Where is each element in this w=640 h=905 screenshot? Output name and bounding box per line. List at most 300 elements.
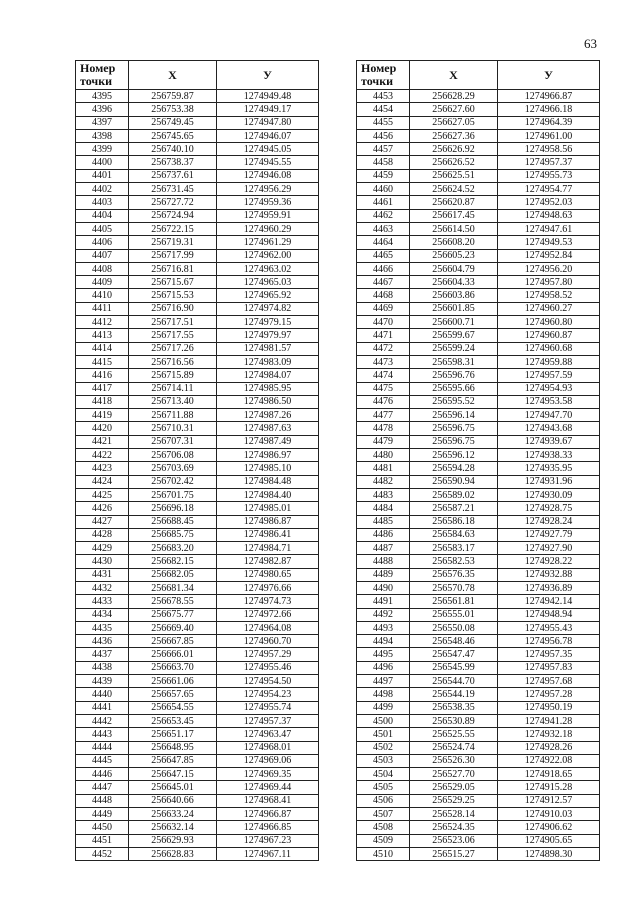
point-number-cell: 4503 — [357, 754, 410, 767]
point-number-cell: 4400 — [76, 156, 129, 169]
x-coordinate-cell: 256715.67 — [129, 276, 217, 289]
y-coordinate-cell: 1274986.50 — [217, 395, 319, 408]
y-coordinate-cell: 1274968.41 — [217, 794, 319, 807]
table-row — [76, 276, 319, 289]
y-coordinate-cell: 1274969.06 — [217, 754, 319, 767]
table-row — [76, 143, 319, 156]
y-coordinate-cell: 1274987.63 — [217, 422, 319, 435]
y-coordinate-cell: 1274948.63 — [498, 209, 600, 222]
y-coordinate-cell: 1274979.15 — [217, 316, 319, 329]
table-row — [76, 156, 319, 169]
y-coordinate-cell: 1274967.23 — [217, 834, 319, 847]
y-coordinate-cell: 1274912.57 — [498, 794, 600, 807]
y-coordinate-cell: 1274918.65 — [498, 768, 600, 781]
x-coordinate-cell: 256696.18 — [129, 502, 217, 515]
x-coordinate-cell: 256710.31 — [129, 422, 217, 435]
x-coordinate-cell: 256596.75 — [410, 435, 498, 448]
x-coordinate-cell: 256678.55 — [129, 595, 217, 608]
y-coordinate-cell: 1274922.08 — [498, 754, 600, 767]
point-number-cell: 4462 — [357, 209, 410, 222]
table-row — [357, 714, 600, 727]
y-coordinate-cell: 1274928.26 — [498, 741, 600, 754]
table-row — [76, 741, 319, 754]
point-number-cell: 4408 — [76, 262, 129, 275]
point-number-cell: 4450 — [76, 821, 129, 834]
x-coordinate-cell: 256603.86 — [410, 289, 498, 302]
column-header-x: Х — [129, 61, 217, 90]
table-row — [357, 342, 600, 355]
point-number-cell: 4421 — [76, 435, 129, 448]
x-coordinate-cell: 256601.85 — [410, 302, 498, 315]
x-coordinate-cell: 256617.45 — [410, 209, 498, 222]
table-row — [76, 475, 319, 488]
y-coordinate-cell: 1274963.02 — [217, 262, 319, 275]
point-number-cell: 4509 — [357, 834, 410, 847]
y-coordinate-cell: 1274974.73 — [217, 595, 319, 608]
y-coordinate-cell: 1274957.80 — [498, 276, 600, 289]
x-coordinate-cell: 256544.19 — [410, 688, 498, 701]
x-coordinate-cell: 256715.53 — [129, 289, 217, 302]
point-number-cell: 4472 — [357, 342, 410, 355]
table-row — [76, 528, 319, 541]
table-row — [357, 222, 600, 235]
y-coordinate-cell: 1274976.66 — [217, 581, 319, 594]
y-coordinate-cell: 1274972.66 — [217, 608, 319, 621]
y-coordinate-cell: 1274952.84 — [498, 249, 600, 262]
x-coordinate-cell: 256727.72 — [129, 196, 217, 209]
column-header-y: У — [217, 61, 319, 90]
point-number-cell: 4430 — [76, 555, 129, 568]
x-coordinate-cell: 256724.94 — [129, 209, 217, 222]
table-row — [357, 422, 600, 435]
x-coordinate-cell: 256731.45 — [129, 183, 217, 196]
x-coordinate-cell: 256526.30 — [410, 754, 498, 767]
y-coordinate-cell: 1274959.91 — [217, 209, 319, 222]
point-number-cell: 4470 — [357, 316, 410, 329]
point-number-cell: 4501 — [357, 728, 410, 741]
y-coordinate-cell: 1274960.68 — [498, 342, 600, 355]
table-row — [357, 741, 600, 754]
table-row — [357, 502, 600, 515]
table-row — [76, 409, 319, 422]
table-row — [76, 834, 319, 847]
x-coordinate-cell: 256645.01 — [129, 781, 217, 794]
point-number-cell: 4411 — [76, 302, 129, 315]
y-coordinate-cell: 1274946.07 — [217, 129, 319, 142]
point-number-cell: 4431 — [76, 568, 129, 581]
x-coordinate-cell: 256703.69 — [129, 462, 217, 475]
y-coordinate-cell: 1274960.87 — [498, 329, 600, 342]
table-row — [357, 183, 600, 196]
x-coordinate-cell: 256719.31 — [129, 236, 217, 249]
y-coordinate-cell: 1274985.95 — [217, 382, 319, 395]
point-number-cell: 4446 — [76, 768, 129, 781]
y-coordinate-cell: 1274954.50 — [217, 675, 319, 688]
y-coordinate-cell: 1274939.67 — [498, 435, 600, 448]
point-number-cell: 4475 — [357, 382, 410, 395]
point-number-cell: 4407 — [76, 249, 129, 262]
table-row — [357, 515, 600, 528]
x-coordinate-cell: 256737.61 — [129, 169, 217, 182]
x-coordinate-cell: 256647.85 — [129, 754, 217, 767]
x-coordinate-cell: 256530.89 — [410, 714, 498, 727]
y-coordinate-cell: 1274961.00 — [498, 129, 600, 142]
table-row — [357, 488, 600, 501]
point-number-cell: 4486 — [357, 528, 410, 541]
y-coordinate-cell: 1274898.30 — [498, 847, 600, 860]
point-number-cell: 4485 — [357, 515, 410, 528]
y-coordinate-cell: 1274910.03 — [498, 808, 600, 821]
x-coordinate-cell: 256626.92 — [410, 143, 498, 156]
point-number-cell: 4473 — [357, 355, 410, 368]
y-coordinate-cell: 1274955.74 — [217, 701, 319, 714]
point-number-cell: 4493 — [357, 621, 410, 634]
table-row — [357, 276, 600, 289]
point-number-cell: 4500 — [357, 714, 410, 727]
x-coordinate-cell: 256661.06 — [129, 675, 217, 688]
table-row — [357, 103, 600, 116]
point-number-cell: 4488 — [357, 555, 410, 568]
y-coordinate-cell: 1274952.03 — [498, 196, 600, 209]
table-row — [357, 555, 600, 568]
y-coordinate-cell: 1274960.70 — [217, 635, 319, 648]
point-number-cell: 4427 — [76, 515, 129, 528]
table-row — [76, 262, 319, 275]
table-row — [76, 236, 319, 249]
point-number-cell: 4429 — [76, 542, 129, 555]
point-number-cell: 4507 — [357, 808, 410, 821]
table-row — [76, 103, 319, 116]
x-coordinate-cell: 256596.76 — [410, 369, 498, 382]
x-coordinate-cell: 256538.35 — [410, 701, 498, 714]
coordinates-table-left — [75, 60, 319, 861]
table-row — [357, 581, 600, 594]
column-header-y: У — [498, 61, 600, 90]
x-coordinate-cell: 256653.45 — [129, 714, 217, 727]
point-number-cell: 4443 — [76, 728, 129, 741]
y-coordinate-cell: 1274946.08 — [217, 169, 319, 182]
y-coordinate-cell: 1274906.62 — [498, 821, 600, 834]
point-number-cell: 4428 — [76, 528, 129, 541]
table-row — [76, 595, 319, 608]
x-coordinate-cell: 256667.85 — [129, 635, 217, 648]
y-coordinate-cell: 1274943.68 — [498, 422, 600, 435]
y-coordinate-cell: 1274964.39 — [498, 116, 600, 129]
point-number-cell: 4404 — [76, 209, 129, 222]
y-coordinate-cell: 1274961.29 — [217, 236, 319, 249]
table-row — [76, 555, 319, 568]
point-number-cell: 4481 — [357, 462, 410, 475]
point-number-cell: 4490 — [357, 581, 410, 594]
point-number-cell: 4471 — [357, 329, 410, 342]
table-row — [357, 661, 600, 674]
point-number-cell: 4445 — [76, 754, 129, 767]
y-coordinate-cell: 1274928.22 — [498, 555, 600, 568]
x-coordinate-cell: 256587.21 — [410, 502, 498, 515]
table-row — [76, 488, 319, 501]
x-coordinate-cell: 256717.51 — [129, 316, 217, 329]
x-coordinate-cell: 256640.66 — [129, 794, 217, 807]
x-coordinate-cell: 256740.10 — [129, 143, 217, 156]
table-row — [76, 183, 319, 196]
x-coordinate-cell: 256594.28 — [410, 462, 498, 475]
y-coordinate-cell: 1274935.95 — [498, 462, 600, 475]
table-row — [357, 621, 600, 634]
x-coordinate-cell: 256529.25 — [410, 794, 498, 807]
y-coordinate-cell: 1274984.07 — [217, 369, 319, 382]
table-row — [357, 143, 600, 156]
x-coordinate-cell: 256717.55 — [129, 329, 217, 342]
y-coordinate-cell: 1274957.37 — [217, 714, 319, 727]
table-row — [76, 821, 319, 834]
x-coordinate-cell: 256576.35 — [410, 568, 498, 581]
point-number-cell: 4413 — [76, 329, 129, 342]
table-row — [357, 382, 600, 395]
point-number-cell: 4412 — [76, 316, 129, 329]
table-row — [357, 754, 600, 767]
point-number-cell: 4465 — [357, 249, 410, 262]
x-coordinate-cell: 256716.81 — [129, 262, 217, 275]
point-number-cell: 4451 — [76, 834, 129, 847]
y-coordinate-cell: 1274957.68 — [498, 675, 600, 688]
x-coordinate-cell: 256599.24 — [410, 342, 498, 355]
x-coordinate-cell: 256583.17 — [410, 542, 498, 555]
y-coordinate-cell: 1274987.26 — [217, 409, 319, 422]
x-coordinate-cell: 256545.99 — [410, 661, 498, 674]
table-row — [76, 808, 319, 821]
point-number-cell: 4396 — [76, 103, 129, 116]
y-coordinate-cell: 1274967.11 — [217, 847, 319, 860]
table-row — [76, 768, 319, 781]
point-number-cell: 4477 — [357, 409, 410, 422]
point-number-cell: 4448 — [76, 794, 129, 807]
y-coordinate-cell: 1274966.87 — [498, 90, 600, 103]
y-coordinate-cell: 1274927.90 — [498, 542, 600, 555]
y-coordinate-cell: 1274915.28 — [498, 781, 600, 794]
table-body-left — [76, 90, 319, 861]
point-number-cell: 4439 — [76, 675, 129, 688]
table-row — [76, 422, 319, 435]
x-coordinate-cell: 256547.47 — [410, 648, 498, 661]
y-coordinate-cell: 1274987.49 — [217, 435, 319, 448]
y-coordinate-cell: 1274984.48 — [217, 475, 319, 488]
y-coordinate-cell: 1274948.94 — [498, 608, 600, 621]
x-coordinate-cell: 256628.83 — [129, 847, 217, 860]
x-coordinate-cell: 256713.40 — [129, 395, 217, 408]
y-coordinate-cell: 1274957.37 — [498, 156, 600, 169]
table-row — [357, 688, 600, 701]
point-number-cell: 4418 — [76, 395, 129, 408]
point-number-cell: 4424 — [76, 475, 129, 488]
point-number-cell: 4426 — [76, 502, 129, 515]
x-coordinate-cell: 256717.26 — [129, 342, 217, 355]
point-number-cell: 4482 — [357, 475, 410, 488]
table-row — [76, 688, 319, 701]
y-coordinate-cell: 1274966.85 — [217, 821, 319, 834]
x-coordinate-cell: 256759.87 — [129, 90, 217, 103]
point-number-cell: 4457 — [357, 143, 410, 156]
x-coordinate-cell: 256632.14 — [129, 821, 217, 834]
point-number-cell: 4433 — [76, 595, 129, 608]
x-coordinate-cell: 256596.14 — [410, 409, 498, 422]
y-coordinate-cell: 1274930.09 — [498, 488, 600, 501]
point-number-cell: 4416 — [76, 369, 129, 382]
point-number-cell: 4441 — [76, 701, 129, 714]
point-number-cell: 4468 — [357, 289, 410, 302]
table-row — [76, 581, 319, 594]
point-number-cell: 4410 — [76, 289, 129, 302]
point-number-cell: 4489 — [357, 568, 410, 581]
point-number-cell: 4494 — [357, 635, 410, 648]
point-number-cell: 4487 — [357, 542, 410, 555]
table-row — [357, 395, 600, 408]
x-coordinate-cell: 256666.01 — [129, 648, 217, 661]
x-coordinate-cell: 256753.38 — [129, 103, 217, 116]
point-number-cell: 4498 — [357, 688, 410, 701]
table-row — [357, 834, 600, 847]
y-coordinate-cell: 1274981.57 — [217, 342, 319, 355]
table-row — [357, 768, 600, 781]
point-number-cell: 4440 — [76, 688, 129, 701]
table-row — [357, 728, 600, 741]
table-row — [76, 116, 319, 129]
table-row — [357, 847, 600, 860]
x-coordinate-cell: 256524.74 — [410, 741, 498, 754]
point-number-cell: 4447 — [76, 781, 129, 794]
point-number-cell: 4463 — [357, 222, 410, 235]
table-row — [76, 222, 319, 235]
point-number-cell: 4483 — [357, 488, 410, 501]
y-coordinate-cell: 1274965.03 — [217, 276, 319, 289]
point-number-cell: 4420 — [76, 422, 129, 435]
table-row — [76, 648, 319, 661]
y-coordinate-cell: 1274986.41 — [217, 528, 319, 541]
y-coordinate-cell: 1274959.88 — [498, 355, 600, 368]
x-coordinate-cell: 256647.15 — [129, 768, 217, 781]
x-coordinate-cell: 256596.12 — [410, 449, 498, 462]
x-coordinate-cell: 256688.45 — [129, 515, 217, 528]
y-coordinate-cell: 1274949.17 — [217, 103, 319, 116]
y-coordinate-cell: 1274980.65 — [217, 568, 319, 581]
point-number-cell: 4469 — [357, 302, 410, 315]
table-row — [76, 754, 319, 767]
y-coordinate-cell: 1274968.01 — [217, 741, 319, 754]
x-coordinate-cell: 256624.52 — [410, 183, 498, 196]
x-coordinate-cell: 256628.29 — [410, 90, 498, 103]
column-header-point-number: Номер точки — [357, 61, 410, 90]
y-coordinate-cell: 1274945.05 — [217, 143, 319, 156]
table-row — [76, 542, 319, 555]
x-coordinate-cell: 256669.40 — [129, 621, 217, 634]
x-coordinate-cell: 256654.55 — [129, 701, 217, 714]
y-coordinate-cell: 1274947.80 — [217, 116, 319, 129]
x-coordinate-cell: 256626.52 — [410, 156, 498, 169]
point-number-cell: 4434 — [76, 608, 129, 621]
point-number-cell: 4484 — [357, 502, 410, 515]
table-row — [357, 409, 600, 422]
table-row — [76, 568, 319, 581]
table-row — [76, 435, 319, 448]
point-number-cell: 4504 — [357, 768, 410, 781]
table-row — [357, 595, 600, 608]
y-coordinate-cell: 1274966.18 — [498, 103, 600, 116]
y-coordinate-cell: 1274959.36 — [217, 196, 319, 209]
x-coordinate-cell: 256648.95 — [129, 741, 217, 754]
point-number-cell: 4510 — [357, 847, 410, 860]
x-coordinate-cell: 256701.75 — [129, 488, 217, 501]
x-coordinate-cell: 256595.66 — [410, 382, 498, 395]
y-coordinate-cell: 1274960.29 — [217, 222, 319, 235]
point-number-cell: 4415 — [76, 355, 129, 368]
x-coordinate-cell: 256515.27 — [410, 847, 498, 860]
x-coordinate-cell: 256716.90 — [129, 302, 217, 315]
x-coordinate-cell: 256524.35 — [410, 821, 498, 834]
y-coordinate-cell: 1274953.58 — [498, 395, 600, 408]
x-coordinate-cell: 256749.45 — [129, 116, 217, 129]
x-coordinate-cell: 256745.65 — [129, 129, 217, 142]
x-coordinate-cell: 256627.60 — [410, 103, 498, 116]
point-number-cell: 4466 — [357, 262, 410, 275]
x-coordinate-cell: 256600.71 — [410, 316, 498, 329]
x-coordinate-cell: 256570.78 — [410, 581, 498, 594]
y-coordinate-cell: 1274927.79 — [498, 528, 600, 541]
point-number-cell: 4467 — [357, 276, 410, 289]
table-row — [76, 635, 319, 648]
table-row — [76, 342, 319, 355]
y-coordinate-cell: 1274955.43 — [498, 621, 600, 634]
x-coordinate-cell: 256595.52 — [410, 395, 498, 408]
x-coordinate-cell: 256717.99 — [129, 249, 217, 262]
y-coordinate-cell: 1274966.87 — [217, 808, 319, 821]
table-row — [357, 808, 600, 821]
y-coordinate-cell: 1274955.46 — [217, 661, 319, 674]
x-coordinate-cell: 256548.46 — [410, 635, 498, 648]
point-number-cell: 4495 — [357, 648, 410, 661]
x-coordinate-cell: 256550.08 — [410, 621, 498, 634]
table-row — [76, 316, 319, 329]
x-coordinate-cell: 256528.14 — [410, 808, 498, 821]
point-number-cell: 4453 — [357, 90, 410, 103]
x-coordinate-cell: 256523.06 — [410, 834, 498, 847]
x-coordinate-cell: 256651.17 — [129, 728, 217, 741]
point-number-cell: 4432 — [76, 581, 129, 594]
table-row — [357, 794, 600, 807]
table-row — [357, 701, 600, 714]
y-coordinate-cell: 1274932.88 — [498, 568, 600, 581]
table-body-right — [357, 90, 600, 861]
point-number-cell: 4491 — [357, 595, 410, 608]
point-number-cell: 4461 — [357, 196, 410, 209]
y-coordinate-cell: 1274956.78 — [498, 635, 600, 648]
table-row — [357, 369, 600, 382]
point-number-cell: 4417 — [76, 382, 129, 395]
table-row — [76, 249, 319, 262]
y-coordinate-cell: 1274945.55 — [217, 156, 319, 169]
table-row — [76, 701, 319, 714]
x-coordinate-cell: 256604.79 — [410, 262, 498, 275]
x-coordinate-cell: 256711.88 — [129, 409, 217, 422]
point-number-cell: 4399 — [76, 143, 129, 156]
table-row — [357, 475, 600, 488]
x-coordinate-cell: 256714.11 — [129, 382, 217, 395]
table-row — [76, 196, 319, 209]
x-coordinate-cell: 256657.65 — [129, 688, 217, 701]
point-number-cell: 4492 — [357, 608, 410, 621]
x-coordinate-cell: 256608.20 — [410, 236, 498, 249]
x-coordinate-cell: 256738.37 — [129, 156, 217, 169]
table-row — [76, 90, 319, 103]
point-number-cell: 4454 — [357, 103, 410, 116]
